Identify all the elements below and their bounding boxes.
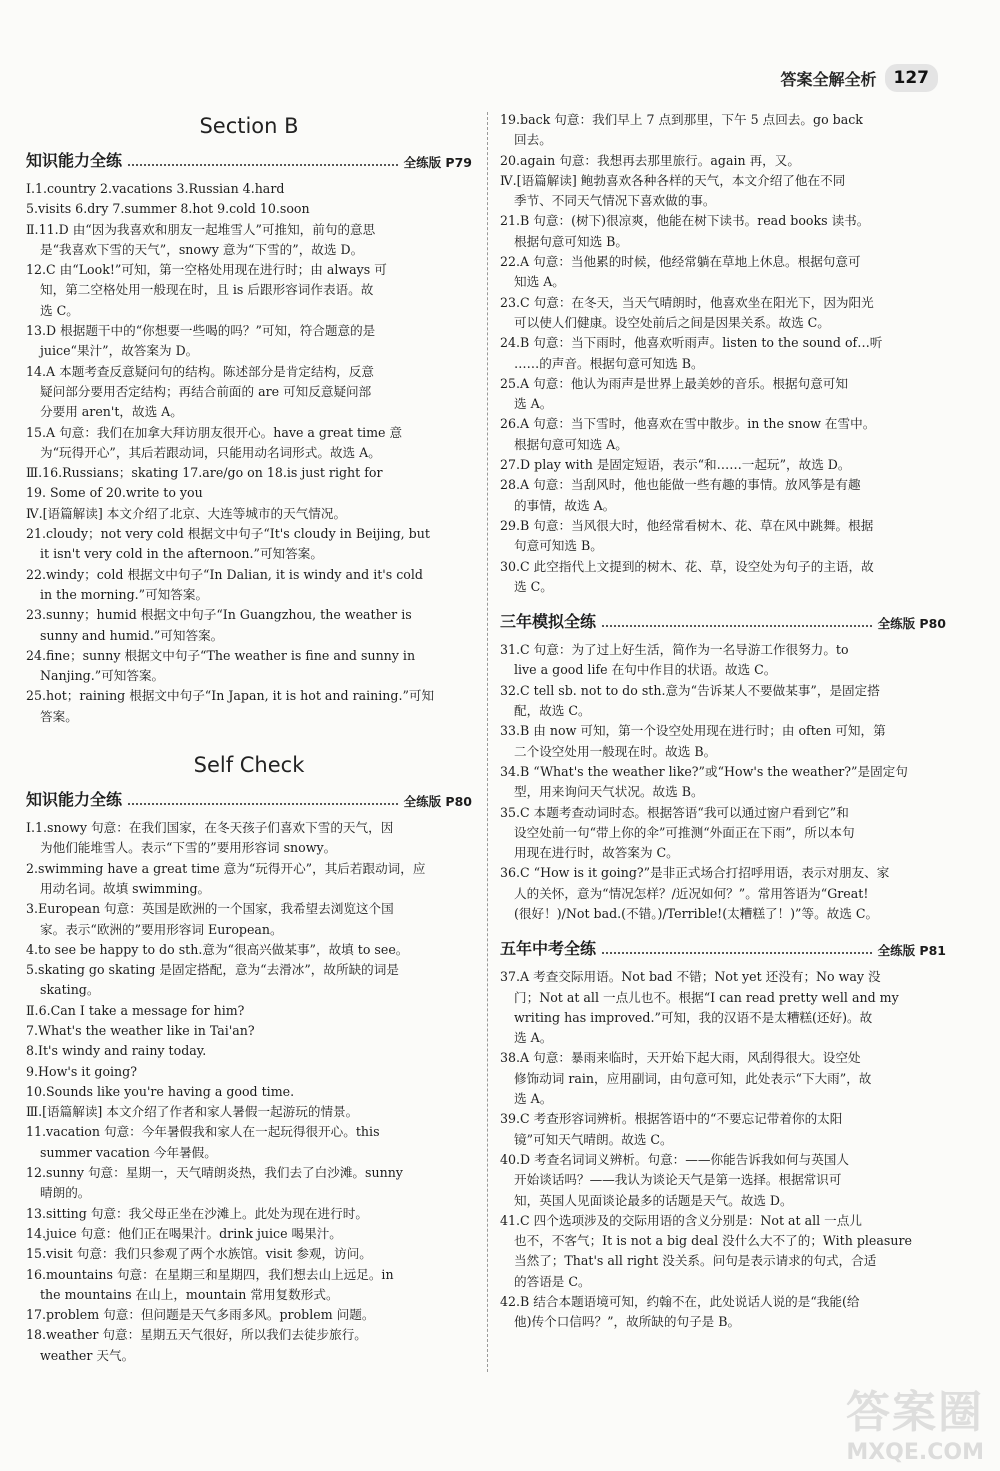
answer-line: 12.C 由“Look!”可知，第一空格处用现在进行时；由 always 可 — [26, 262, 387, 278]
answer-line: ……的声音。根据句意可知选 B。 — [514, 355, 704, 371]
answer-line: 42.B 结合本题语境可知，约翰不在，此处说话人说的是“我能(给 — [500, 1294, 860, 1310]
answer-line: 26.A 句意：当下雪时，他喜欢在雪中散步。in the snow 在雪中。 — [500, 416, 876, 432]
answer-line: writing has improved.”可知，我的汉语不是太糟糕(还好)。故 — [514, 1009, 873, 1025]
answer-line: sunny and humid.”可知答案。 — [40, 627, 224, 643]
answer-line: 22.windy；cold 根据文中句子“In Dalian, it is windy and it's cold — [26, 566, 423, 582]
left-column — [26, 110, 472, 1366]
answer-line: 开始谈话吗？——我认为谈论天气是第一选择。根据常识可 — [514, 1172, 842, 1188]
answer-block — [26, 818, 472, 1366]
answer-line: 16.mountains 句意：在星期三和星期四，我们想去山上远足。in — [26, 1266, 394, 1282]
answer-line: 13.sitting 句意：我父母正坐在沙滩上。此处为现在进行时。 — [26, 1205, 368, 1221]
answer-line: Ⅲ.[语篇解读] 本文介绍了作者和家人暑假一起游玩的情景。 — [26, 1104, 359, 1120]
banner-knowledge-practice — [26, 787, 472, 810]
answer-line: 修饰动词 rain，应用副词，由句意可知，此处表示“下大雨”，故 — [514, 1070, 872, 1086]
answer-line: 4.to see be happy to do sth.意为“很高兴做某事”，故填 to see。 — [26, 941, 409, 957]
banner-five-year-exam — [500, 936, 946, 959]
answer-line: 也不，不客气；It is not a big deal 没什么大不了的；With pleasure — [514, 1233, 912, 1249]
answer-line: 24.B 句意：当下雨时，他喜欢听雨声。listen to the sound of…听 — [500, 335, 883, 351]
answer-line: 的答语是 C。 — [514, 1273, 591, 1289]
page-number: 127 — [885, 64, 939, 92]
answer-line: 15.A 句意：我们在加拿大拜访朋友很开心。have a great time 意 — [26, 424, 403, 440]
answer-line: 门；Not at all 一点儿也不。根据“I can read pretty well and my — [514, 989, 899, 1005]
banner-dots — [128, 803, 398, 805]
answer-line: 5.skating go skating 是固定搭配，意为“去滑冰”，故所缺的词是 — [26, 962, 399, 978]
answer-block — [500, 110, 946, 597]
answer-line: 41.C 四个选项涉及的交际用语的含义分别是：Not at all 一点儿 — [500, 1212, 862, 1228]
answer-line: 用现在进行时，故答案为 C。 — [514, 845, 679, 861]
answer-line: 21.B 句意：(树下)很凉爽，他能在树下读书。read books 读书。 — [500, 213, 870, 229]
answer-line: 19. Some of 20.write to you — [26, 485, 203, 501]
banner-dots — [602, 952, 872, 954]
answer-line: 3.European 句意：英国是欧洲的一个国家，我希望去浏览这个国 — [26, 901, 394, 917]
answer-line: Ⅰ.1.country 2.vacations 3.Russian 4.hard — [26, 181, 285, 196]
answer-line: 季节、不同天气情况下喜欢做的事。 — [514, 193, 716, 209]
answer-line: 2.swimming have a great time 意为“玩得开心”，其后若跟动词，应 — [26, 860, 426, 876]
answer-line: 39.C 考查形容词辨析。根据答语中的“不要忘记带着你的太阳 — [500, 1111, 843, 1127]
answer-line: juice“果汁”，故答案为 D。 — [40, 343, 199, 359]
answer-line: 知，第二空格处用一般现在时，且 is 后跟形容词作表语。故 — [40, 282, 374, 298]
answer-line: 回去。 — [514, 132, 552, 148]
answer-line: 用动名词。故填 swimming。 — [40, 880, 211, 896]
answer-line: 40.D 考查名词词义辨析。句意：——你能告诉我如何与英国人 — [500, 1151, 849, 1167]
answer-line: 为他们能堆雪人。表示“下雪的”要用形容词 snowy。 — [40, 840, 337, 856]
banner-title: 知识能力全练 — [26, 151, 123, 170]
answer-line: 镜”可知天气晴朗。故选 C。 — [514, 1131, 673, 1147]
answer-block — [500, 640, 946, 924]
answer-line: Ⅱ.11.D 由“因为我喜欢和朋友一起堆雪人”可推知，前句的意思 — [26, 221, 376, 237]
answer-line: the mountains 在山上，mountain 常用复数形式。 — [40, 1286, 339, 1302]
banner-title: 五年中考全练 — [500, 939, 597, 959]
watermark-site: MXQE.COM — [846, 1440, 984, 1465]
answer-line: 二个设空处用一般现在时。故选 B。 — [514, 743, 717, 759]
banner-page-ref: 全练版 P79 — [403, 155, 472, 170]
answer-line: 17.problem 句意：但问题是天气多雨多风。problem 问题。 — [26, 1307, 375, 1323]
answer-line: 34.B “What's the weather like?”或“How's the weather?”是固定句 — [500, 763, 908, 779]
answer-line: 18.weather 句意：星期五天气很好，所以我们去徒步旅行。 — [26, 1327, 367, 1343]
answer-line: Ⅳ.[语篇解读] 本文介绍了北京、大连等城市的天气情况。 — [26, 505, 347, 521]
answer-line: 11.vacation 句意：今年暑假我和家人在一起玩得很开心。this — [26, 1124, 380, 1140]
answer-line: Nanjing.”可知答案。 — [40, 668, 165, 684]
answer-line: 14.juice 句意：他们正在喝果汁。drink juice 喝果汁。 — [26, 1225, 342, 1241]
answer-line: live a good life 在句中作目的状语。故选 C。 — [514, 662, 777, 678]
answer-line: 33.B 由 now 可知，第一个设空处用现在进行时；由 often 可知，第 — [500, 723, 886, 739]
answer-line: Ⅳ.[语篇解读] 鲍勃喜欢各种各样的天气，本文介绍了他在不同 — [500, 172, 846, 188]
banner-title: 知识能力全练 — [26, 790, 123, 810]
answer-line: 35.C 本题考查动词时态。根据答语“我可以通过窗户看到它”和 — [500, 804, 849, 820]
answer-line: 27.D play with 是固定短语，表示“和……一起玩”，故选 D。 — [500, 457, 851, 473]
answer-block — [26, 179, 472, 727]
answer-line: 句意可知选 B。 — [514, 538, 603, 554]
banner-knowledge-practice — [26, 148, 472, 171]
banner-dots — [128, 164, 398, 166]
answer-line: 21.cloudy；not very cold 根据文中句子“It's cloudy in Beijing, but — [26, 526, 430, 542]
answer-line: 知，英国人见面谈论最多的话题是天气。故选 D。 — [514, 1192, 793, 1208]
watermark-seal: 答案圈 — [846, 1387, 984, 1438]
answer-line: 9.How's it going? — [26, 1063, 137, 1079]
answer-line: 选 C。 — [40, 302, 79, 318]
section-title-section-b: Section B — [199, 114, 299, 138]
answer-line: 疑问部分要用否定结构；再结合前面的 are 可知反意疑问部 — [40, 383, 372, 399]
answer-line: 14.A 本题考查反意疑问句的结构。陈述部分是肯定结构，反意 — [26, 363, 374, 379]
answer-line: 15.visit 句意：我们只参观了两个水族馆。visit 参观，访问。 — [26, 1246, 372, 1262]
answer-line: 10.Sounds like you're having a good time. — [26, 1083, 295, 1099]
answer-line: it isn't very cold in the afternoon.”可知答案。 — [40, 546, 323, 562]
answer-line: 根据句意可知选 A。 — [514, 436, 628, 452]
column-divider — [487, 112, 488, 1372]
answer-line: 选 A。 — [514, 1091, 553, 1107]
answer-line: 型，用来询问天气状况。故选 B。 — [514, 784, 704, 800]
answer-line: 23.sunny；humid 根据文中句子“In Guangzhou, the weather is — [26, 607, 412, 623]
banner-title: 三年模拟全练 — [500, 612, 597, 632]
answer-line: 36.C “How is it going?”是非正式场合打招呼用语，表示对朋友、家 — [500, 865, 890, 881]
banner-three-year-mock — [500, 609, 946, 632]
answer-line: 答案。 — [40, 708, 78, 724]
answer-line: 5.visits 6.dry 7.summer 8.hot 9.cold 10.soon — [26, 201, 310, 217]
answer-line: 22.A 句意：当他累的时候，他经常躺在草地上休息。根据句意可 — [500, 254, 861, 270]
answer-line: 选 A。 — [514, 396, 553, 412]
answer-line: 可以使人们健康。设空处前后之间是因果关系。故选 C。 — [514, 314, 830, 330]
answer-line: 知选 A。 — [514, 274, 565, 290]
answer-line: 28.A 句意：当刮风时，他也能做一些有趣的事情。放风筝是有趣 — [500, 477, 861, 493]
page-header — [780, 64, 938, 92]
answer-line: 25.hot；raining 根据文中句子“In Japan, it is hot and raining.”可知 — [26, 688, 435, 704]
answer-line: 32.C tell sb. not to do sth.意为“告诉某人不要做某事”，是固定搭 — [500, 682, 880, 698]
answer-line: Ⅱ.6.Can I take a message for him? — [26, 1002, 245, 1018]
answer-line: 晴朗的。 — [40, 1185, 91, 1201]
answer-line: Ⅰ.1.snowy 句意：在我们国家，在冬天孩子们喜欢下雪的天气，因 — [26, 820, 394, 836]
answer-line: 13.D 根据题干中的“你想要一些喝的吗？”可知，符合题意的是 — [26, 323, 376, 339]
banner-dots — [602, 625, 872, 627]
answer-line: 当然了；That's all right 没关系。问句是表示请求的句式，合适 — [514, 1253, 877, 1269]
answer-line: 选 A。 — [514, 1030, 553, 1046]
answer-line: 是“我喜欢下雪的天气”，snowy 意为“下雪的”，故选 D。 — [40, 241, 364, 257]
right-column — [500, 110, 946, 1333]
answer-line: 30.C 此空指代上文提到的树木、花、草，设空处为句子的主语，故 — [500, 558, 874, 574]
answer-line: 根据句意可知选 B。 — [514, 233, 629, 249]
answer-line: 他)传个口信吗？”，故所缺的句子是 B。 — [514, 1314, 741, 1330]
answer-line: 配，故选 C。 — [514, 703, 591, 719]
answer-line: in the morning.”可知答案。 — [40, 586, 209, 602]
answer-line: weather 天气。 — [40, 1347, 135, 1363]
answer-line: 23.C 句意：在冬天，当天气晴朗时，他喜欢坐在阳光下，因为阳光 — [500, 294, 874, 310]
answer-line: 为“玩得开心”，其后若跟动词，只能用动名词形式。故选 A。 — [40, 444, 381, 460]
answer-line: 设空处前一句“带上你的伞”可推测“外面正在下雨”，所以本句 — [514, 824, 855, 840]
answer-line: 8.It's windy and rainy today. — [26, 1043, 207, 1059]
banner-page-ref: 全练版 P81 — [877, 943, 946, 959]
answer-line: 20.again 句意：我想再去那里旅行。again 再，又。 — [500, 152, 800, 168]
watermark-logo — [784, 1376, 984, 1465]
answer-line: 25.A 句意：他认为雨声是世界上最美妙的音乐。根据句意可知 — [500, 375, 848, 391]
answer-line: (很好！)/Not bad.(不错。)/Terrible!(太糟糕了！)”等。故选 C。 — [514, 905, 879, 921]
answer-line: skating。 — [40, 982, 100, 998]
answer-line: 的事情，故选 A。 — [514, 497, 616, 513]
answer-line: 家。表示“欧洲的”要用形容词 European。 — [40, 921, 283, 937]
answer-block — [500, 967, 946, 1332]
answer-line: 38.A 句意：暴雨来临时，天开始下起大雨，风刮得很大。设空处 — [500, 1050, 861, 1066]
answer-line: 29.B 句意：当风很大时，他经常看树木、花、草在风中跳舞。根据 — [500, 517, 874, 533]
answer-line: 12.sunny 句意：星期一，天气晴朗炎热，我们去了白沙滩。sunny — [26, 1165, 403, 1181]
header-title: 答案全解全析 — [780, 69, 877, 89]
section-title-self-check: Self Check — [193, 753, 305, 778]
answer-line: 31.C 句意：为了过上好生活，简作为一名导游工作很努力。to — [500, 642, 849, 658]
answer-line: summer vacation 今年暑假。 — [40, 1144, 217, 1160]
answer-line: 19.back 句意：我们早上 7 点到那里，下午 5 点回去。go back — [500, 112, 863, 127]
answer-line: 选 C。 — [514, 578, 553, 594]
banner-page-ref: 全练版 P80 — [877, 616, 946, 632]
answer-line: 37.A 考查交际用语。Not bad 不错；Not yet 还没有；No way 没 — [500, 969, 881, 985]
answer-line: 24.fine；sunny 根据文中句子“The weather is fine and sunny in — [26, 647, 416, 663]
answer-line: Ⅲ.16.Russians；skating 17.are/go on 18.is just right for — [26, 465, 383, 481]
banner-page-ref: 全练版 P80 — [403, 794, 472, 810]
answer-line: 分要用 aren't，故选 A。 — [40, 404, 183, 420]
answer-line: 7.What's the weather like in Tai'an? — [26, 1022, 255, 1038]
answer-line: 人的关怀，意为“情况怎样？/近况如何？”。常用答语为“Great! — [514, 885, 869, 901]
